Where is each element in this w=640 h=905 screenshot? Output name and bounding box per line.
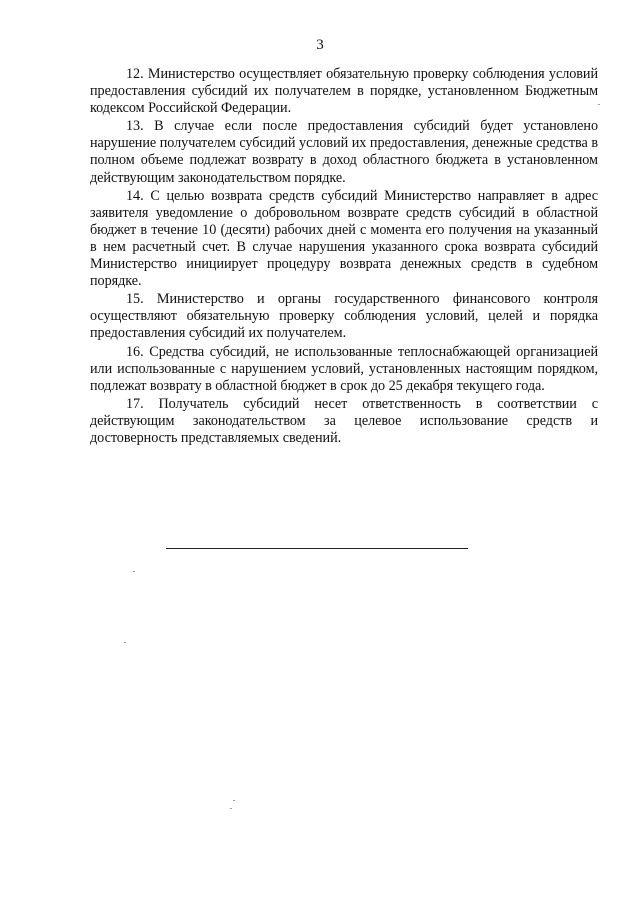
- page-number: 3: [316, 37, 324, 53]
- scan-speck: [133, 571, 135, 572]
- scan-speck: [233, 800, 235, 801]
- scan-speck: [230, 808, 232, 809]
- paragraph-16: 16. Средства субсидий, не использованные теплоснабжающей организацией или использованные с нарушением условий, установленных настоящим порядком, подлежат возврату в областной бюджет в срок до 25 декабря текущего года.: [90, 343, 598, 394]
- document-body: [90, 66, 598, 448]
- paragraph-17: 17. Получатель субсидий несет ответственность в соответствии с действующим законодательством за целевое использование средств и достоверность представляемых сведений.: [90, 395, 598, 446]
- paragraph-14: 14. С целью возврата средств субсидий Министерство направляет в адрес заявителя уведомление о добровольном возврате средств субсидий в областной бюджет в течение 10 (десяти) рабочих дней с момента его получения на указанный в нем расчетный счет. В случае нарушения указанного срока возврата субсидий Министерство инициирует процедуру возврата денежных средств в судебном порядке.: [90, 187, 598, 290]
- scan-speck: [124, 642, 126, 643]
- paragraph-15: 15. Министерство и органы государственного финансового контроля осуществляют обязательную проверку соблюдения условий, целей и порядка предоставления субсидий их получателем.: [90, 291, 598, 342]
- paragraph-13: 13. В случае если после предоставления субсидий будет установлено нарушение получателем субсидий условий их предоставления, денежные средства в полном объеме подлежат возврату в доход областного бюджета в установленном действующим законодательством порядке.: [90, 118, 598, 186]
- paragraph-12: 12. Министерство осуществляет обязательную проверку соблюдения условий предоставления субсидий их получателем в порядке, установленном Бюджетным кодексом Российской Федерации.: [90, 66, 598, 117]
- scan-speck: [598, 104, 600, 105]
- end-separator-line: [166, 548, 468, 549]
